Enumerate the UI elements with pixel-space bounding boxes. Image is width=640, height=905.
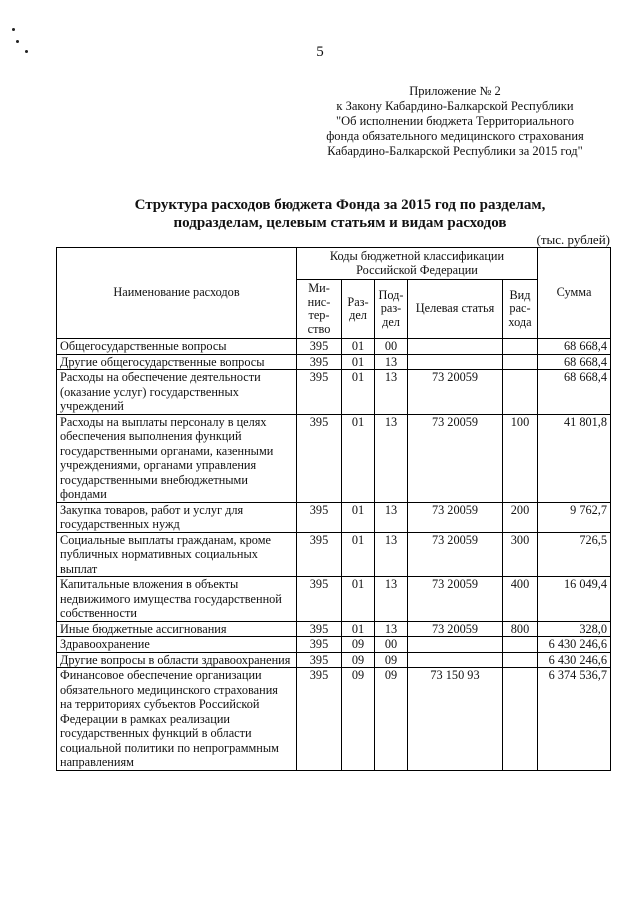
scan-mark <box>16 40 19 43</box>
cell-expense-type <box>503 637 538 653</box>
cell-ministry: 395 <box>297 502 342 532</box>
table-row <box>57 532 611 577</box>
table-row <box>57 354 611 370</box>
cell-expense-type: 400 <box>503 577 538 622</box>
header-ministry: Ми-нис-тер-ство <box>297 280 342 339</box>
cell-subsection: 13 <box>375 502 408 532</box>
cell-target: 73 20059 <box>408 577 503 622</box>
cell-target: 73 150 93 <box>408 668 503 771</box>
appendix-header <box>310 84 600 159</box>
cell-expense-type <box>503 652 538 668</box>
document-title <box>60 196 620 232</box>
cell-subsection: 13 <box>375 370 408 415</box>
cell-expense-type <box>503 354 538 370</box>
cell-name: Расходы на обеспечение деятельности (оказание услуг) государственных учреждений <box>57 370 297 415</box>
cell-target: 73 20059 <box>408 502 503 532</box>
cell-subsection: 13 <box>375 354 408 370</box>
cell-amount: 6 430 246,6 <box>538 652 611 668</box>
cell-target: 73 20059 <box>408 414 503 502</box>
cell-expense-type <box>503 339 538 355</box>
table-body <box>57 339 611 771</box>
cell-expense-type <box>503 370 538 415</box>
cell-subsection: 00 <box>375 637 408 653</box>
cell-subsection: 13 <box>375 532 408 577</box>
table-row <box>57 414 611 502</box>
table-row <box>57 668 611 771</box>
cell-section: 01 <box>342 577 375 622</box>
cell-subsection: 09 <box>375 652 408 668</box>
cell-ministry: 395 <box>297 354 342 370</box>
header-subsection: Под-раз-дел <box>375 280 408 339</box>
table-row <box>57 637 611 653</box>
cell-name: Общегосударственные вопросы <box>57 339 297 355</box>
cell-target <box>408 652 503 668</box>
cell-expense-type: 300 <box>503 532 538 577</box>
cell-ministry: 395 <box>297 532 342 577</box>
cell-target: 73 20059 <box>408 370 503 415</box>
appendix-line: Кабардино-Балкарской Республики за 2015 год" <box>327 144 583 158</box>
header-codes-group: Коды бюджетной классификации Российской Федерации <box>297 248 538 280</box>
cell-target: 73 20059 <box>408 621 503 637</box>
cell-ministry: 395 <box>297 652 342 668</box>
cell-target: 73 20059 <box>408 532 503 577</box>
cell-subsection: 00 <box>375 339 408 355</box>
cell-ministry: 395 <box>297 414 342 502</box>
cell-ministry: 395 <box>297 339 342 355</box>
cell-section: 01 <box>342 354 375 370</box>
cell-subsection: 13 <box>375 621 408 637</box>
cell-ministry: 395 <box>297 668 342 771</box>
appendix-line: к Закону Кабардино-Балкарской Республики <box>336 99 574 113</box>
table-row <box>57 577 611 622</box>
cell-section: 01 <box>342 414 375 502</box>
cell-section: 09 <box>342 652 375 668</box>
cell-amount: 726,5 <box>538 532 611 577</box>
header-target: Целевая статья <box>408 280 503 339</box>
table-row <box>57 621 611 637</box>
cell-section: 09 <box>342 637 375 653</box>
cell-name: Другие вопросы в области здравоохранения <box>57 652 297 668</box>
units-label: (тыс. рублей) <box>536 232 610 247</box>
cell-section: 01 <box>342 532 375 577</box>
cell-name: Капитальные вложения в объекты недвижимого имущества государственной собственности <box>57 577 297 622</box>
header-expense-type: Вид рас-хода <box>503 280 538 339</box>
cell-name: Закупка товаров, работ и услуг для государственных нужд <box>57 502 297 532</box>
cell-amount: 328,0 <box>538 621 611 637</box>
cell-amount: 68 668,4 <box>538 354 611 370</box>
cell-expense-type: 800 <box>503 621 538 637</box>
cell-target <box>408 354 503 370</box>
cell-target <box>408 339 503 355</box>
table-row <box>57 502 611 532</box>
title-line: Структура расходов бюджета Фонда за 2015 год по разделам, <box>134 197 546 213</box>
cell-ministry: 395 <box>297 637 342 653</box>
cell-expense-type: 100 <box>503 414 538 502</box>
cell-name: Социальные выплаты гражданам, кроме публичных нормативных социальных выплат <box>57 532 297 577</box>
cell-section: 01 <box>342 621 375 637</box>
appendix-line: фонда обязательного медицинского страхования <box>326 129 584 143</box>
table-row <box>57 652 611 668</box>
cell-subsection: 13 <box>375 577 408 622</box>
header-section: Раз-дел <box>342 280 375 339</box>
title-line: подразделам, целевым статьям и видам расходов <box>173 215 507 231</box>
table-row <box>57 370 611 415</box>
header-amount: Сумма <box>538 248 611 339</box>
appendix-line: Приложение № 2 <box>409 84 501 98</box>
budget-table <box>56 247 611 771</box>
cell-amount: 68 668,4 <box>538 370 611 415</box>
cell-name: Другие общегосударственные вопросы <box>57 354 297 370</box>
cell-ministry: 395 <box>297 577 342 622</box>
cell-ministry: 395 <box>297 621 342 637</box>
cell-amount: 68 668,4 <box>538 339 611 355</box>
cell-subsection: 13 <box>375 414 408 502</box>
cell-section: 01 <box>342 502 375 532</box>
cell-amount: 6 430 246,6 <box>538 637 611 653</box>
cell-section: 09 <box>342 668 375 771</box>
cell-expense-type <box>503 668 538 771</box>
cell-ministry: 395 <box>297 370 342 415</box>
cell-section: 01 <box>342 370 375 415</box>
scan-mark <box>12 28 15 31</box>
cell-amount: 9 762,7 <box>538 502 611 532</box>
page-number: 5 <box>316 44 324 60</box>
cell-name: Иные бюджетные ассигнования <box>57 621 297 637</box>
cell-amount: 16 049,4 <box>538 577 611 622</box>
cell-section: 01 <box>342 339 375 355</box>
cell-target <box>408 637 503 653</box>
header-name: Наименование расходов <box>57 248 297 339</box>
appendix-line: "Об исполнении бюджета Территориального <box>335 114 574 128</box>
table-row <box>57 339 611 355</box>
cell-subsection: 09 <box>375 668 408 771</box>
cell-amount: 6 374 536,7 <box>538 668 611 771</box>
cell-name: Здравоохранение <box>57 637 297 653</box>
cell-amount: 41 801,8 <box>538 414 611 502</box>
cell-name: Расходы на выплаты персоналу в целях обеспечения выполнения функций государственными органами, казенными учреждениями, органами управления государственными внебюджетными фондами <box>57 414 297 502</box>
cell-name: Финансовое обеспечение организации обязательного медицинского страхования на территориях субъектов Российской Федерации в рамках реализации государственных функций в области социальной политики по непрограммным направлениям <box>57 668 297 771</box>
cell-expense-type: 200 <box>503 502 538 532</box>
